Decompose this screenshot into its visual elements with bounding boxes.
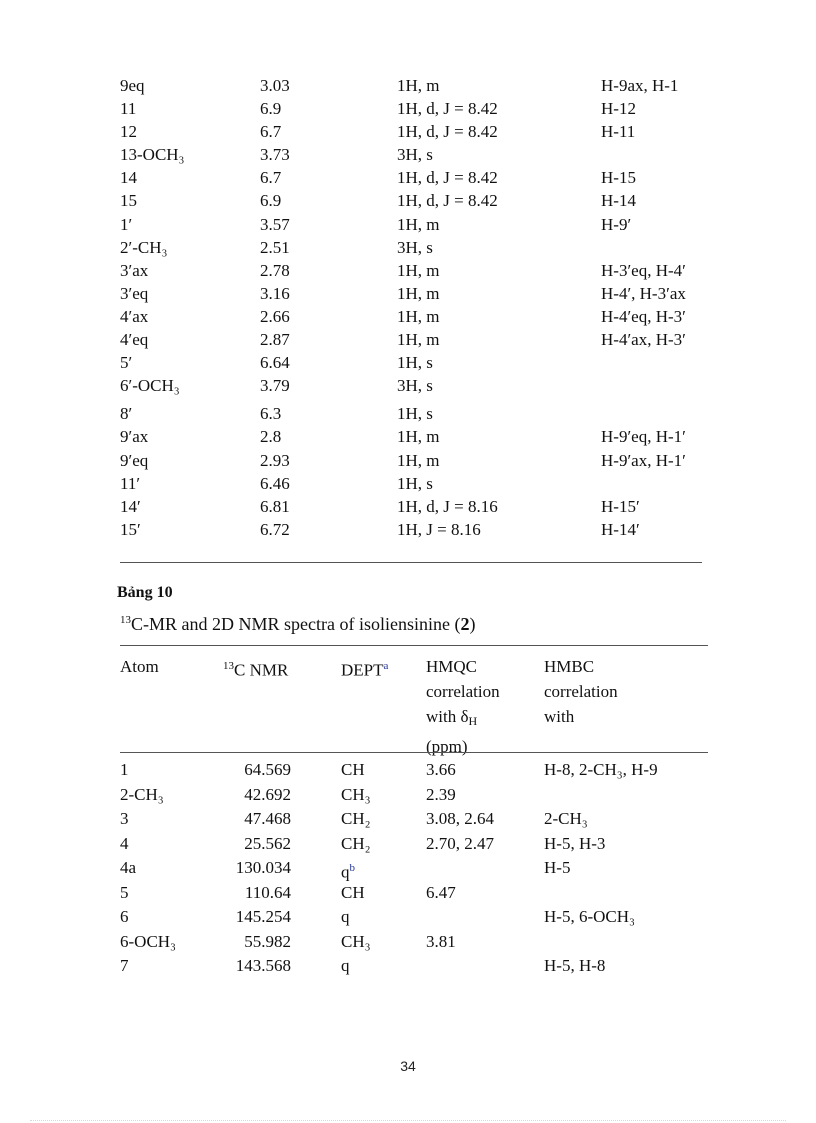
table-row: 2′-CH₃ 2.51 3H, s xyxy=(120,237,433,257)
header-hmqc: HMQC correlation with $\delta_H$ (ppm) xyxy=(426,657,500,756)
table-body xyxy=(120,758,708,979)
table-row: 5 110.64 CH 6.47 xyxy=(120,882,456,902)
table-row: 7 143.568 q H-5, H-8 xyxy=(120,956,606,975)
table-row: 11′ 6.46 1H, s xyxy=(120,473,433,493)
table-row: 14′ 6.81 1H, d, J = 8.16 H-15′ xyxy=(120,496,640,516)
table-row: 3′eq 3.16 1H, m H-4′, H-3′ax xyxy=(120,283,686,303)
header-dept: DEPT$^a$ xyxy=(341,660,389,680)
table-row: 2-CH₃ 42.692 CH₃ 2.39 xyxy=(120,784,456,804)
table-caption: Bảng 10 xyxy=(117,584,173,601)
table-row: 14 6.7 1H, d, J = 8.42 H-15 xyxy=(120,168,636,188)
table-row: 6 145.254 q H-5, 6-OCH₃ xyxy=(120,907,635,926)
table-row: 15′ 6.72 1H, J = 8.16 H-14′ xyxy=(120,519,640,539)
table-row: 4′eq 2.87 1H, m H-4′ax, H-3′ xyxy=(120,330,686,350)
table-row: 15 6.9 1H, d, J = 8.42 H-14 xyxy=(120,191,636,211)
table-row: 11 6.9 1H, d, J = 8.42 H-12 xyxy=(120,99,636,119)
table-row: 3 47.468 CH₂ 3.08, 2.64 2-CH₃ xyxy=(120,809,588,828)
page-bottom-border xyxy=(30,1120,786,1121)
table-row: 13-OCH₃ 3.73 3H, s xyxy=(120,145,433,165)
header-atom: Atom xyxy=(120,657,159,676)
page-number: 34 xyxy=(400,1058,416,1074)
header-hmbc: HMBC correlation with xyxy=(544,657,618,726)
table-row: 6-OCH₃ 55.982 CH₃ 3.81 xyxy=(120,931,456,951)
table-row: 9′ax 2.8 1H, m H-9′eq, H-1′ xyxy=(120,427,686,447)
table-header-rule xyxy=(120,752,708,753)
header-13c-nmr: $^{13}$C NMR xyxy=(223,660,289,680)
table-title: $^{13}$C-MR and 2D NMR spectra of isoliensinine (2) xyxy=(120,614,476,634)
table-row: 4a 130.034 $q^b$ H-5 xyxy=(120,858,571,882)
table-row: 12 6.7 1H, d, J = 8.42 H-11 xyxy=(120,122,636,142)
table-top-rule xyxy=(120,645,708,646)
table-row: 9eq 3.03 1H, m H-9ax, H-1 xyxy=(120,76,679,95)
table-row: 5′ 6.64 1H, s xyxy=(120,353,433,373)
table-row: 9′eq 2.93 1H, m H-9′ax, H-1′ xyxy=(120,450,686,470)
table-bottom-rule xyxy=(120,562,702,563)
table-row: 4 25.562 CH₂ 2.70, 2.47 H-5, H-3 xyxy=(120,833,606,853)
table-row: 8′ 6.3 1H, s xyxy=(120,404,433,424)
table-row: 1′ 3.57 1H, m H-9′ xyxy=(120,214,632,234)
table-row: 3′ax 2.78 1H, m H-3′eq, H-4′ xyxy=(120,260,686,280)
table-row: 6′-OCH₃ 3.79 3H, s xyxy=(120,376,433,396)
table-row: 1 64.569 CH 3.66 H-8, 2-CH₃, H-9 xyxy=(120,760,658,779)
table-row: 4′ax 2.66 1H, m H-4′eq, H-3′ xyxy=(120,306,686,326)
nmr-table-continued xyxy=(120,74,702,541)
table-header xyxy=(120,654,708,756)
